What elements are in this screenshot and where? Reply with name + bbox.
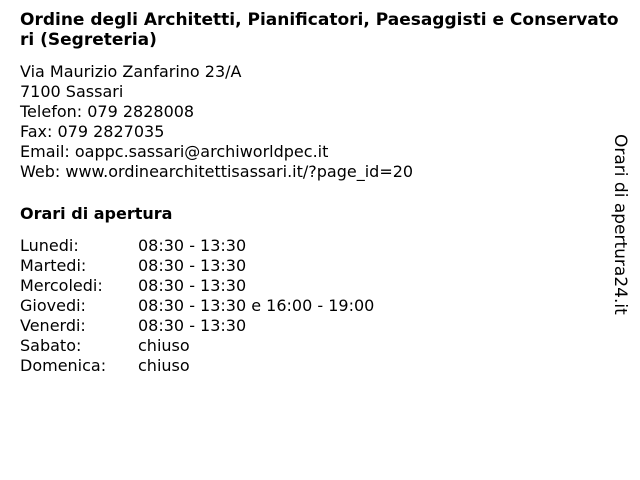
opening-hours-heading: Orari di apertura bbox=[20, 204, 173, 223]
time-value: 08:30 - 13:30 bbox=[138, 236, 247, 255]
address-line-1: Via Maurizio Zanfarino 23/A bbox=[20, 62, 242, 81]
time-value: 08:30 - 13:30 bbox=[138, 316, 247, 335]
day-label: Mercoledi: bbox=[20, 276, 103, 295]
hours-row-venerdi bbox=[20, 316, 620, 336]
day-label: Giovedi: bbox=[20, 296, 86, 315]
hours-row-lunedi bbox=[20, 236, 620, 256]
address-line-2: 7100 Sassari bbox=[20, 82, 124, 101]
fax-line: Fax: 079 2827035 bbox=[20, 122, 165, 141]
day-label: Sabato: bbox=[20, 336, 82, 355]
hours-row-sabato bbox=[20, 336, 620, 356]
time-value: 08:30 - 13:30 e 16:00 - 19:00 bbox=[138, 296, 375, 315]
hours-row-giovedi bbox=[20, 296, 620, 316]
hours-row-mercoledi bbox=[20, 276, 620, 296]
site-watermark: Orari di apertura24.it bbox=[610, 134, 630, 315]
contact-block bbox=[20, 62, 620, 182]
web-line: Web: www.ordinearchitettisassari.it/?page_id=20 bbox=[20, 162, 414, 181]
day-label: Martedi: bbox=[20, 256, 87, 275]
hours-row-domenica bbox=[20, 356, 620, 376]
email-line: Email: oappc.sassari@archiworldpec.it bbox=[20, 142, 329, 161]
time-value: chiuso bbox=[138, 356, 190, 375]
day-label: Lunedi: bbox=[20, 236, 79, 255]
day-label: Domenica: bbox=[20, 356, 107, 375]
time-value: 08:30 - 13:30 bbox=[138, 276, 247, 295]
time-value: chiuso bbox=[138, 336, 190, 355]
time-value: 08:30 - 13:30 bbox=[138, 256, 247, 275]
opening-hours-table bbox=[20, 236, 620, 376]
hours-row-martedi bbox=[20, 256, 620, 276]
phone-line: Telefon: 079 2828008 bbox=[20, 102, 195, 121]
office-info-card bbox=[20, 10, 620, 376]
day-label: Venerdi: bbox=[20, 316, 86, 335]
office-title: Ordine degli Architetti, Pianificatori, Paesaggisti e Conservatori (Segreteria) bbox=[20, 10, 619, 50]
